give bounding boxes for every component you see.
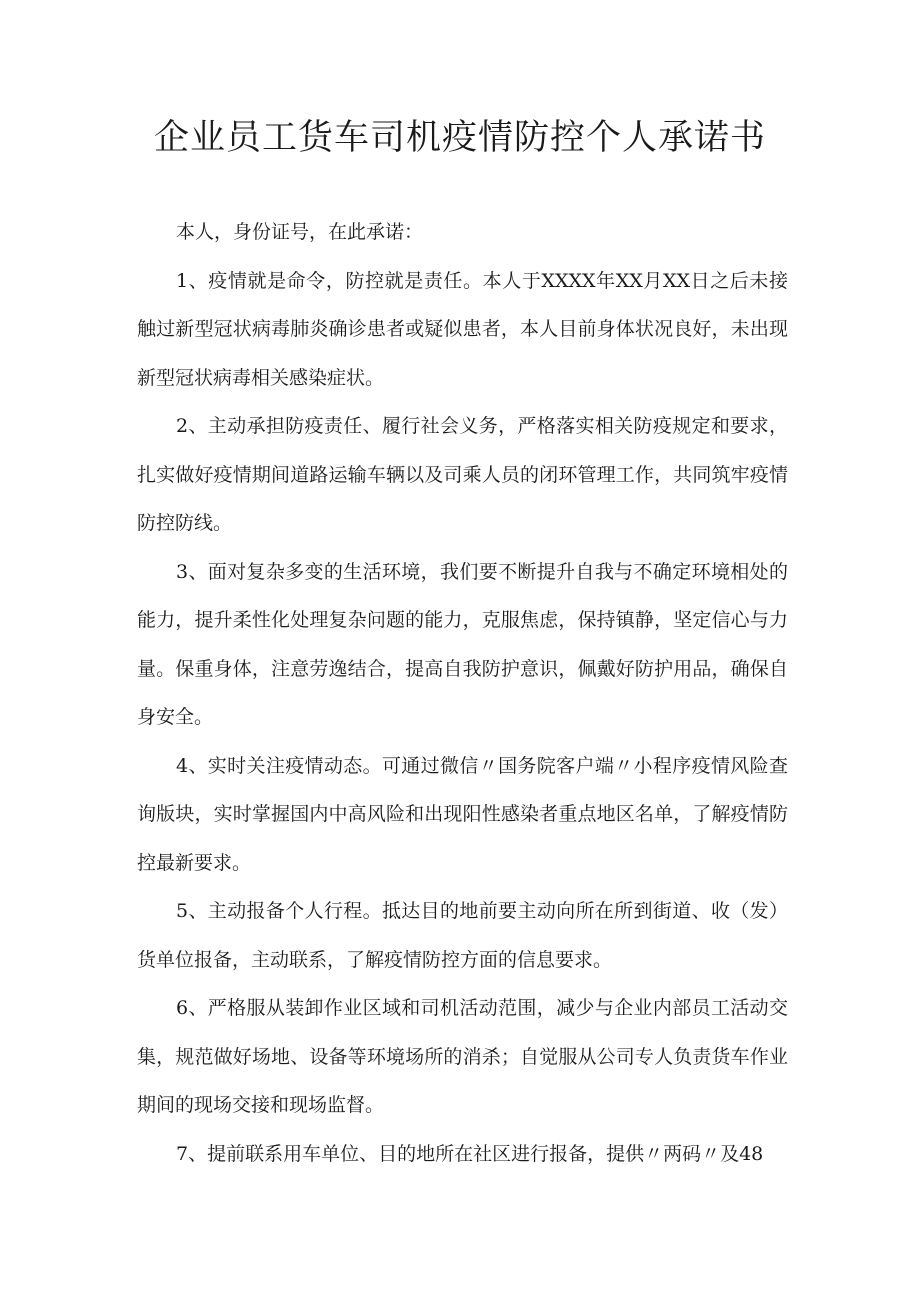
document-title: 企业员工货车司机疫情防控个人承诺书: [153, 118, 766, 158]
paragraph-intro: 本人，身份证号，在此承诺：: [176, 221, 424, 243]
paragraph-5: 5、主动报备个人行程。抵达目的地前要主动向所在所到街道、收（发）货单位报备，主动联系，了解疫情防控方面的信息要求。: [137, 900, 788, 971]
paragraph-7: 7、提前联系用车单位、目的地所在社区进行报备，提供〃两码〃及48: [176, 1142, 764, 1165]
paragraph-2: 2、主动承担防疫责任、履行社会义务，严格落实相关防疫规定和要求，扎实做好疫情期间道路运输车辆以及司乘人员的闭环管理工作，共同筑牢疫情防控防线。: [137, 415, 788, 534]
paragraph-6: 6、严格服从装卸作业区域和司机活动范围，减少与企业内部员工活动交集，规范做好场地、设备等环境场所的消杀；自觉服从公司专人负责货车作业期间的现场交接和现场监督。: [137, 997, 788, 1116]
paragraph-1: 1、疫情就是命令，防控就是责任。本人于XXXX年XX月XX日之后未接触过新型冠状病毒肺炎确诊患者或疑似患者，本人目前身体状况良好，未出现新型冠状病毒相关感染症状。: [137, 269, 788, 389]
paragraph-4: 4、实时关注疫情动态。可通过微信〃国务院客户端〃小程序疫情风险查询版块，实时掌握国内中高风险和出现阳性感染者重点地区名单，了解疫情防控最新要求。: [137, 754, 788, 874]
paragraph-3: 3、面对复杂多变的生活环境，我们要不断提升自我与不确定环境相处的能力，提升柔性化处理复杂问题的能力，克服焦虑，保持镇静，坚定信心与力量。保重身体，注意劳逸结合，提高自我防护意识，佩戴好防护用品，确保自身安全。: [137, 560, 788, 728]
document-body: [137, 208, 788, 1178]
